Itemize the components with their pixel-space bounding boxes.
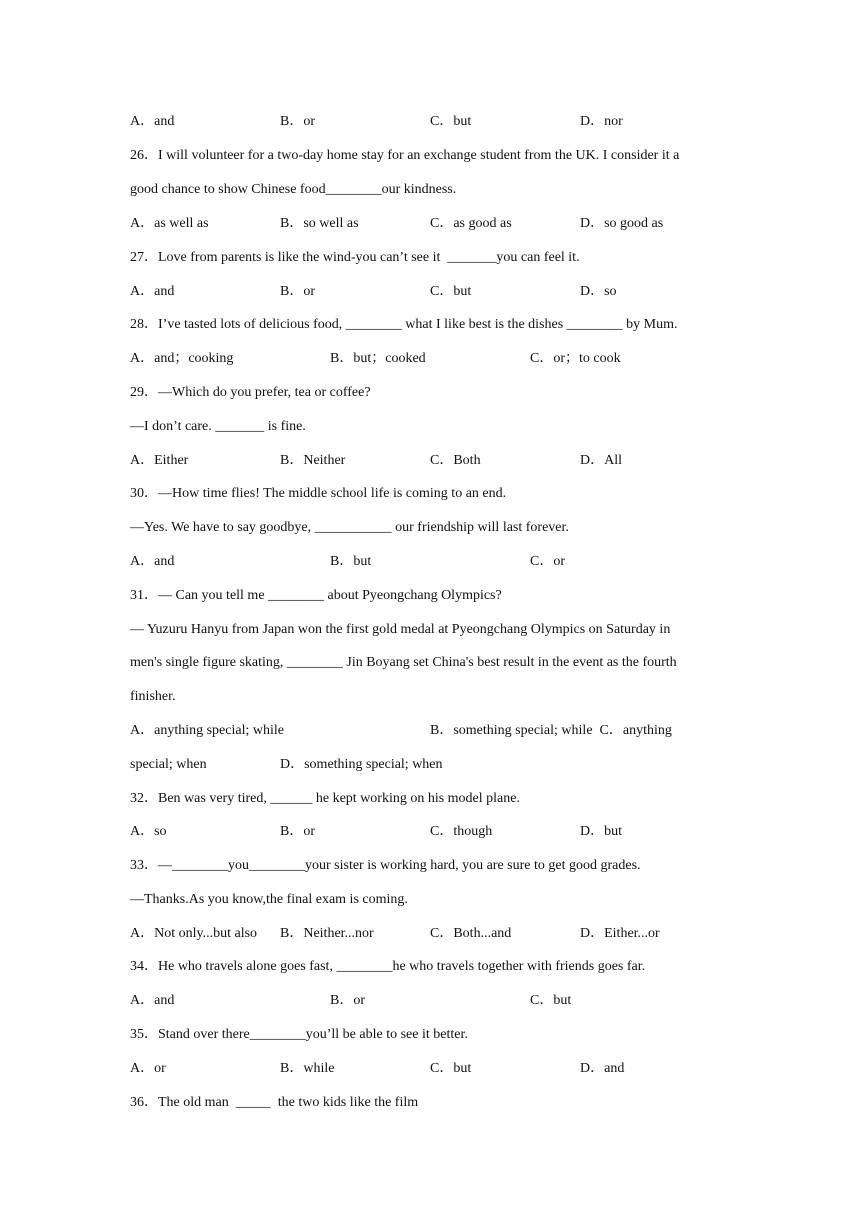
q31-option-c-continued: special; when <box>130 757 207 772</box>
q26-stem-line1: 26．I will volunteer for a two-day home stay for an exchange student from the UK. I consider it a <box>130 148 680 163</box>
q28-option-a: A．and；cooking <box>130 351 234 366</box>
q26-option-c: C．as good as <box>430 216 512 231</box>
q31-stem: 31．— Can you tell me ________ about Pyeongchang Olympics? <box>130 588 502 603</box>
q35-option-a: A．or <box>130 1061 166 1076</box>
q26-option-b: B．so well as <box>280 216 359 231</box>
q26-stem-line2: good chance to show Chinese food________our kindness. <box>130 182 457 197</box>
q26-option-d: D．so good as <box>580 216 664 231</box>
q28-option-b: B．but；cooked <box>330 351 426 366</box>
q32-option-c: C．though <box>430 824 493 839</box>
q29-option-d: D．All <box>580 453 622 468</box>
q25-option-b: B．or <box>280 114 315 129</box>
q26-option-a: A．as well as <box>130 216 209 231</box>
q33-reply: —Thanks.As you know,the final exam is coming. <box>130 892 408 907</box>
q27-option-b: B．or <box>280 284 315 299</box>
q32-option-d: D．but <box>580 824 622 839</box>
q27-option-c: C．but <box>430 284 472 299</box>
q30-stem: 30．—How time flies! The middle school life is coming to an end. <box>130 486 507 501</box>
q29-option-c: C．Both <box>430 453 481 468</box>
q32-stem: 32．Ben was very tired, ______ he kept working on his model plane. <box>130 791 520 806</box>
q27-stem: 27．Love from parents is like the wind-you can’t see it _______you can feel it. <box>130 250 580 265</box>
q32-option-b: B．or <box>280 824 315 839</box>
q36-stem: 36．The old man _____ the two kids like the film <box>130 1095 419 1110</box>
q27-option-a: A．and <box>130 284 175 299</box>
q28-option-c: C．or；to cook <box>530 351 621 366</box>
q31-option-d: D．something special; when <box>280 757 443 772</box>
q31-option-a: A．anything special; while <box>130 723 284 738</box>
q34-stem: 34．He who travels alone goes fast, ________he who travels together with friends goes far. <box>130 959 646 974</box>
q33-option-a: A．Not only...but also <box>130 926 258 941</box>
q29-reply: —I don’t care. _______ is fine. <box>130 419 306 434</box>
q29-option-a: A．Either <box>130 453 189 468</box>
q31-reply-line2: men's single figure skating, ________ Jin Boyang set China's best result in the event as the fourth <box>130 655 677 670</box>
q35-option-d: D．and <box>580 1061 625 1076</box>
q30-option-a: A．and <box>130 554 175 569</box>
q33-option-c: C．Both...and <box>430 926 512 941</box>
q34-option-c: C．but <box>530 993 572 1008</box>
q25-option-a: A．and <box>130 114 175 129</box>
q28-stem: 28．I’ve tasted lots of delicious food, ________ what I like best is the dishes ________ by Mum. <box>130 317 678 332</box>
q30-option-b: B．but <box>330 554 372 569</box>
q34-option-a: A．and <box>130 993 175 1008</box>
q33-option-b: B．Neither...nor <box>280 926 374 941</box>
q33-stem: 33．—________you________your sister is working hard, you are sure to get good grades. <box>130 858 641 873</box>
q34-option-b: B．or <box>330 993 365 1008</box>
q31-reply-line3: finisher. <box>130 689 176 704</box>
q25-option-c: C．but <box>430 114 472 129</box>
q29-option-b: B．Neither <box>280 453 346 468</box>
q35-option-c: C．but <box>430 1061 472 1076</box>
q30-reply: —Yes. We have to say goodbye, ___________ our friendship will last forever. <box>130 520 569 535</box>
q35-option-b: B．while <box>280 1061 335 1076</box>
q25-option-d: D．nor <box>580 114 623 129</box>
q27-option-d: D．so <box>580 284 617 299</box>
q30-option-c: C．or <box>530 554 565 569</box>
q31-reply-line1: — Yuzuru Hanyu from Japan won the first gold medal at Pyeongchang Olympics on Saturday in <box>130 622 671 637</box>
q29-stem: 29．—Which do you prefer, tea or coffee? <box>130 385 371 400</box>
q35-stem: 35．Stand over there________you’ll be able to see it better. <box>130 1027 468 1042</box>
q33-option-d: D．Either...or <box>580 926 660 941</box>
q31-option-b-c: B．something special; while C．anything <box>430 723 672 738</box>
q32-option-a: A．so <box>130 824 167 839</box>
